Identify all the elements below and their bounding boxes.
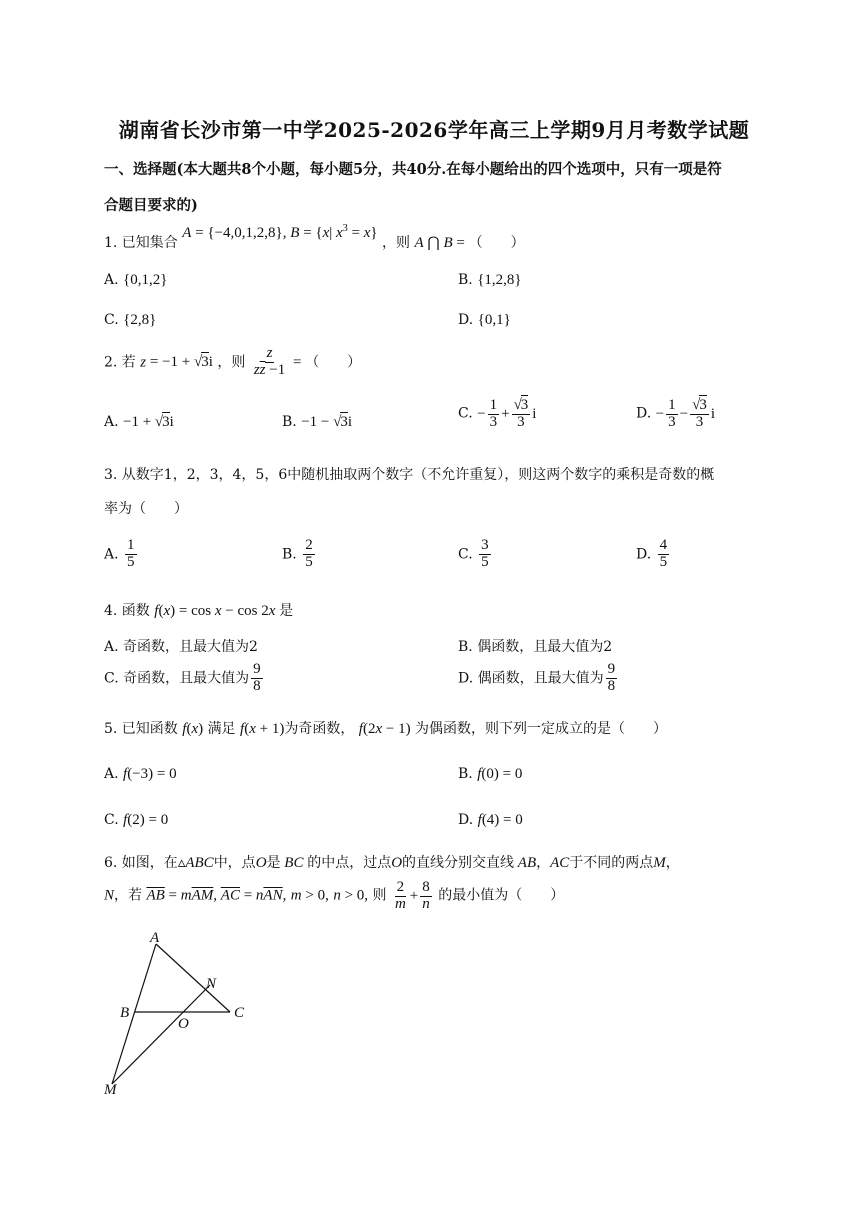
q2-option-a-label: A.	[104, 414, 119, 430]
q2-option-a[interactable]	[104, 414, 174, 431]
q4-option-d-frac: $\frac{9}{8}$	[607, 661, 616, 694]
q5-label: 5. 已知函数	[104, 721, 178, 737]
q2-option-a-text: −1 + √3i	[123, 414, 174, 430]
label-c: C	[234, 1005, 245, 1021]
q4-function-def: (x) = cos x − cos 2x	[158, 603, 276, 619]
section-heading-cont: 合题目要求的)	[104, 197, 198, 214]
line-mn	[112, 985, 210, 1084]
q4-label: 4. 函数	[104, 603, 150, 619]
q6-vector-eq-1: $\overline{AB} = m\overline{AM}$, $\overline{AC} = n\overline{AN}$,	[146, 887, 287, 904]
q5-option-b-label: B.	[458, 766, 473, 782]
question-1	[104, 223, 525, 252]
q3-option-a-label: A.	[104, 546, 119, 563]
q2-tail: （ ）	[305, 354, 362, 371]
q3-option-c-frac: $\frac{3}{5}$	[481, 537, 489, 570]
q6-text-4: 的直线分别交直线	[402, 855, 515, 871]
q6-text-7: ，	[665, 855, 680, 871]
q3-option-d[interactable]	[636, 538, 671, 571]
q1-eq: =	[452, 235, 469, 251]
q4-option-c[interactable]	[104, 662, 265, 695]
q2-option-c-text: − $\frac{1}{3}$ + $\frac{√3}{3}$ i	[477, 397, 537, 430]
q5-option-c-text: f(2) = 0	[123, 812, 169, 828]
label-o: O	[178, 1016, 189, 1032]
q1-expr-b: B	[443, 235, 453, 251]
q1-option-d[interactable]	[458, 312, 511, 329]
q6-text-5: ，	[536, 855, 551, 871]
page-title: 湖南省长沙市第一中学2025-2026学年高三上学期9月月考数学试题	[118, 118, 750, 142]
q4-option-a[interactable]: A. 奇函数，且最大值为2	[104, 639, 258, 655]
q4-tail: 是	[279, 603, 294, 619]
q4-option-b[interactable]: B. 偶函数，且最大值为2	[458, 639, 613, 655]
q5-text-3: 为偶函数，则下列一定成立的是（ ）	[415, 721, 668, 737]
q2-option-d-text: − $\frac{1}{3}$ − $\frac{√3}{3}$ i	[655, 397, 715, 430]
q6-condition-m: m > 0,	[290, 887, 329, 904]
question-6-cont	[104, 880, 564, 913]
q5-option-a-text: f(−3) = 0	[123, 766, 177, 782]
section-heading: 一、选择题(本大题共8个小题，每小题5分，共40分.在每小题给出的四个选项中，只有一项是符	[104, 161, 722, 178]
label-m: M	[104, 1082, 117, 1098]
q2-z-value: = −1 + √3i	[146, 354, 213, 371]
q6-point-n: N	[104, 887, 115, 904]
q5-option-b[interactable]	[458, 766, 522, 783]
q1-option-c-text: {2,8}	[123, 312, 157, 328]
q1-mid: ，则	[382, 235, 411, 251]
question-3: 3. 从数字1，2，3，4，5，6中随机抽取两个数字（不允许重复），则这两个数字的乘积是奇数的概	[104, 467, 715, 483]
q2-eq: =	[289, 354, 306, 371]
q1-option-a-label: A.	[104, 272, 119, 288]
q1-option-b-text: {1,2,8}	[477, 272, 522, 288]
q2-z-def: z	[140, 354, 147, 371]
q2-option-c-label: C.	[458, 405, 473, 422]
q6-text-2: 是	[266, 855, 281, 871]
q6-text-9: 则	[372, 887, 387, 904]
q3-option-a-frac: $\frac{1}{5}$	[127, 537, 135, 570]
q5-fx1: f	[240, 721, 245, 737]
q3-option-d-frac: $\frac{4}{5}$	[659, 537, 668, 570]
q5-option-d-label: D.	[458, 812, 474, 828]
q1-option-d-text: {0,1}	[477, 312, 511, 328]
q5-option-a-label: A.	[104, 766, 119, 782]
q6-line-ac: AC	[550, 855, 570, 871]
q5-option-c[interactable]	[104, 812, 168, 829]
q2-option-d-label: D.	[636, 405, 652, 422]
q1-option-c[interactable]	[104, 312, 156, 329]
line-am	[112, 944, 156, 1084]
q4-option-c-text: C. 奇函数，且最大值为	[104, 670, 250, 687]
q5-option-b-text: f(0) = 0	[477, 766, 523, 782]
q1-option-c-label: C.	[104, 312, 119, 328]
q6-text-8: ，若	[114, 887, 143, 904]
label-n: N	[206, 976, 217, 992]
q1-option-a-text: {0,1,2}	[123, 272, 168, 288]
q6-text-1: 中，点	[213, 855, 256, 871]
q3-option-c[interactable]	[458, 538, 493, 571]
q5-f2x-arg: (2x − 1)	[362, 721, 411, 737]
q1-expr: A	[414, 235, 424, 251]
q4-function: f	[154, 603, 159, 619]
label-a: A	[150, 930, 160, 946]
q2-option-b[interactable]	[282, 414, 352, 431]
q6-segment-bc: BC	[280, 855, 308, 871]
q1-option-a[interactable]	[104, 272, 167, 289]
q5-option-d-text: f(4) = 0	[477, 812, 523, 828]
q2-mid: ，则	[217, 354, 246, 371]
question-2	[104, 346, 361, 379]
q1-set-a-def: = {−4,0,1,2,8},	[191, 225, 291, 241]
question-5	[104, 718, 667, 738]
q5-fx-arg: (x)	[186, 721, 204, 737]
q6-triangle: ▵ABC	[177, 855, 214, 871]
q3-option-d-label: D.	[636, 546, 652, 563]
q6-label: 6. 如图，在	[104, 855, 178, 871]
q3-option-a[interactable]	[104, 538, 139, 571]
q6-point-o-2: O	[391, 855, 403, 871]
q1-set-b-def: = {x| $x^3 = x$}	[299, 223, 378, 241]
q5-fx1-arg: (x + 1)	[244, 721, 285, 737]
q1-label: 1. 已知集合	[104, 235, 178, 251]
question-6	[104, 852, 680, 872]
q6-expression: $\frac{2}{m}$ + $\frac{8}{n}$	[394, 879, 430, 912]
q5-fx: f	[182, 721, 187, 737]
q1-cap: ⋂	[423, 235, 444, 251]
q6-text-10: 的最小值为（ ）	[438, 887, 565, 904]
q4-option-c-frac: $\frac{9}{8}$	[253, 661, 261, 694]
q5-option-d[interactable]	[458, 812, 523, 829]
question-3-cont: 率为（ ）	[104, 501, 188, 517]
q1-set-b: B	[290, 225, 300, 241]
q6-line-ab: AB	[514, 855, 537, 871]
q1-option-b[interactable]	[458, 272, 522, 289]
q6-point-m: M	[653, 855, 666, 871]
q6-point-o: O	[255, 855, 267, 871]
q6-text-6: 于不同的两点	[569, 855, 654, 871]
q1-tail: （ ）	[468, 235, 525, 251]
q4-option-d[interactable]	[458, 662, 619, 695]
q1-option-b-label: B.	[458, 272, 473, 288]
label-b: B	[120, 1005, 130, 1021]
q2-option-b-text: −1 − √3i	[301, 414, 353, 430]
question-4	[104, 600, 293, 620]
q3-option-b-label: B.	[282, 546, 297, 563]
q6-condition-n: n > 0,	[333, 887, 369, 904]
q4-option-d-text: D. 偶函数，且最大值为	[458, 670, 604, 687]
q1-set-a: A	[182, 225, 192, 241]
q5-text-2: 为奇函数，	[284, 721, 355, 737]
q2-label: 2. 若	[104, 354, 136, 371]
q5-text-1: 满足	[207, 721, 236, 737]
q3-option-c-label: C.	[458, 546, 473, 563]
q3-option-b-frac: $\frac{2}{5}$	[305, 537, 313, 570]
geometry-figure	[100, 928, 260, 1100]
q2-fraction: $\frac{z}{z\overline{z} -1}$	[253, 345, 286, 378]
q1-option-d-label: D.	[458, 312, 474, 328]
q2-option-b-label: B.	[282, 414, 297, 430]
q5-option-a[interactable]	[104, 766, 177, 783]
q6-text-3: 的中点，过点	[307, 855, 392, 871]
q2-option-c[interactable]	[458, 398, 536, 431]
q5-f2x: f	[358, 721, 363, 737]
q5-option-c-label: C.	[104, 812, 119, 828]
q3-option-b[interactable]	[282, 538, 317, 571]
q2-option-d[interactable]	[636, 398, 715, 431]
